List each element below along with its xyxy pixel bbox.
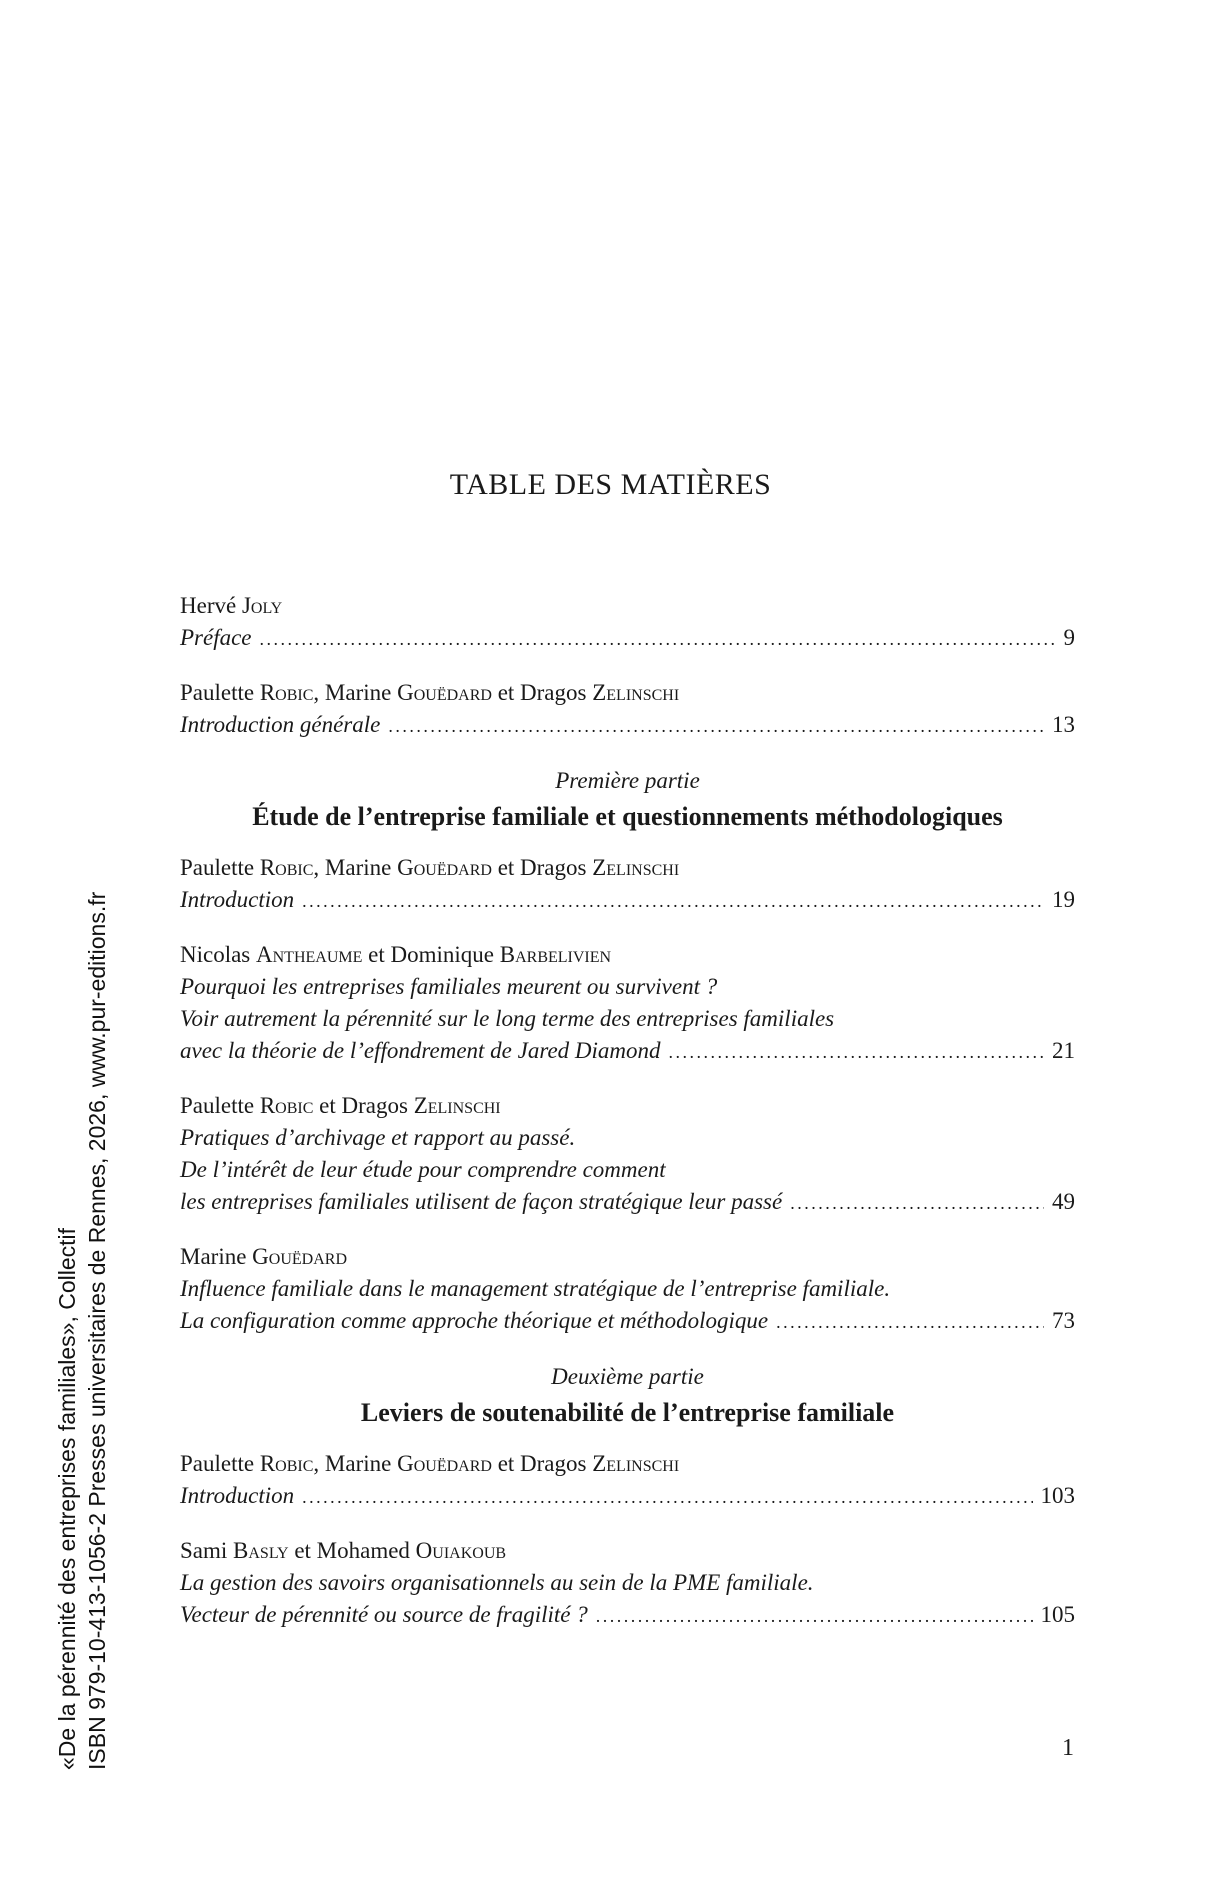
- entry-page-number: 13: [1052, 712, 1075, 737]
- page-number: 1: [1062, 1735, 1074, 1761]
- part1-label: Première partie: [555, 768, 700, 793]
- dot-leader: [260, 622, 1056, 655]
- author-surname: Robic: [259, 1451, 314, 1476]
- entry-title-line: Pourquoi les entreprises familiales meurent ou survivent ?: [180, 974, 718, 999]
- author-surname: Antheaume: [256, 942, 363, 967]
- author-surname: Gouëdard: [397, 855, 492, 880]
- entry-author: Hervé Joly: [180, 593, 283, 618]
- entry-author: Paulette Robic, Marine Gouëdard et Dragos Zelinschi: [180, 680, 680, 705]
- entry-page-number: 103: [1040, 1483, 1075, 1508]
- entry-author: Marine Gouëdard: [180, 1244, 348, 1269]
- entry-author: Paulette Robic et Dragos Zelinschi: [180, 1093, 501, 1118]
- entry-title: Préface: [180, 625, 252, 650]
- entry-author: Nicolas Antheaume et Dominique Barbelivien: [180, 942, 612, 967]
- entry-title: avec la théorie de l’effondrement de Jared Diamond: [180, 1038, 661, 1063]
- author-surname: Zelinschi: [592, 1451, 680, 1476]
- part2-title: Leviers de soutenabilité de l’entreprise familiale: [360, 1398, 895, 1427]
- part2-label: Deuxième partie: [551, 1364, 704, 1389]
- author-surname: Ouiakoub: [415, 1538, 507, 1563]
- part1-entries: [180, 852, 1075, 1338]
- entry-title-line: Voir autrement la pérennité sur le long terme des entreprises familiales: [180, 1006, 835, 1031]
- entry-page-number: 21: [1052, 1038, 1075, 1063]
- entry-title: Introduction: [180, 1483, 295, 1508]
- dot-leader: [776, 1305, 1044, 1338]
- toc-entry[interactable]: [180, 939, 1075, 1068]
- entry-title: les entreprises familiales utilisent de façon stratégique leur passé: [180, 1189, 783, 1214]
- toc-entry[interactable]: [180, 1448, 1075, 1513]
- entry-title-line: Influence familiale dans le management stratégique de l’entreprise familiale.: [180, 1276, 891, 1301]
- entry-author: Paulette Robic, Marine Gouëdard et Dragos Zelinschi: [180, 1451, 680, 1476]
- toc-entry[interactable]: [180, 1241, 1075, 1338]
- part2-entries: [180, 1448, 1075, 1632]
- intro-entries: [180, 590, 1075, 742]
- entry-page-number: 73: [1052, 1308, 1075, 1333]
- entry-title-line: [180, 1186, 1075, 1219]
- toc-entry[interactable]: [180, 677, 1075, 742]
- author-surname: Gouëdard: [252, 1244, 348, 1269]
- author-surname: Robic: [259, 680, 314, 705]
- toc-entry[interactable]: [180, 1090, 1075, 1219]
- entry-title: La configuration comme approche théorique et méthodologique: [180, 1308, 769, 1333]
- author-surname: Gouëdard: [397, 680, 492, 705]
- copyright-sidebar: [52, 892, 112, 1770]
- table-of-contents: [180, 590, 1075, 1654]
- author-surname: Robic: [259, 1093, 314, 1118]
- entry-title-line: La gestion des savoirs organisationnels au sein de la PME familiale.: [180, 1570, 814, 1595]
- dot-leader: [388, 709, 1044, 742]
- entry-page-number: 49: [1052, 1189, 1075, 1214]
- author-surname: Zelinschi: [592, 680, 680, 705]
- entry-title-line: [180, 1480, 1075, 1513]
- entry-author: Paulette Robic, Marine Gouëdard et Dragos Zelinschi: [180, 855, 680, 880]
- toc-entry[interactable]: [180, 852, 1075, 917]
- entry-title-line: [180, 622, 1075, 655]
- author-surname: Barbelivien: [499, 942, 612, 967]
- entry-title: Vecteur de pérennité ou source de fragilité ?: [180, 1602, 588, 1627]
- entry-title-line: De l’intérêt de leur étude pour comprendre comment: [180, 1157, 666, 1182]
- page-title: TABLE DES MATIÈRES: [449, 468, 772, 501]
- dot-leader: [596, 1599, 1033, 1632]
- entry-page-number: 9: [1063, 625, 1075, 650]
- dot-leader: [669, 1035, 1044, 1068]
- entry-title-line: Pratiques d’archivage et rapport au passé.: [180, 1125, 576, 1150]
- toc-entry[interactable]: [180, 1535, 1075, 1632]
- sidebar-line-1: «De la pérennité des entreprises familiales», Collectif: [54, 1227, 80, 1770]
- entry-page-number: 105: [1040, 1602, 1075, 1627]
- entry-title-line: [180, 1599, 1075, 1632]
- dot-leader: [790, 1186, 1044, 1219]
- entry-page-number: 19: [1052, 887, 1075, 912]
- dot-leader: [302, 884, 1044, 917]
- entry-title-line: [180, 884, 1075, 917]
- entry-author: Sami Basly et Mohamed Ouiakoub: [180, 1538, 507, 1563]
- entry-title-line: [180, 709, 1075, 742]
- author-surname: Gouëdard: [397, 1451, 492, 1476]
- author-surname: Zelinschi: [413, 1093, 501, 1118]
- author-surname: Robic: [259, 855, 314, 880]
- entry-title: Introduction générale: [180, 712, 381, 737]
- author-surname: Zelinschi: [592, 855, 680, 880]
- entry-title-line: [180, 1035, 1075, 1068]
- toc-entry[interactable]: [180, 590, 1075, 655]
- sidebar-line-2: ISBN 979-10-413-1056-2 Presses universitaires de Rennes, 2026, www.pur-editions.fr: [84, 891, 110, 1770]
- part1-title: Étude de l’entreprise familiale et questionnements méthodologiques: [252, 802, 1003, 831]
- dot-leader: [302, 1480, 1032, 1513]
- entry-title: Introduction: [180, 887, 295, 912]
- author-surname: Joly: [241, 593, 283, 618]
- author-surname: Basly: [233, 1538, 289, 1563]
- entry-title-line: [180, 1305, 1075, 1338]
